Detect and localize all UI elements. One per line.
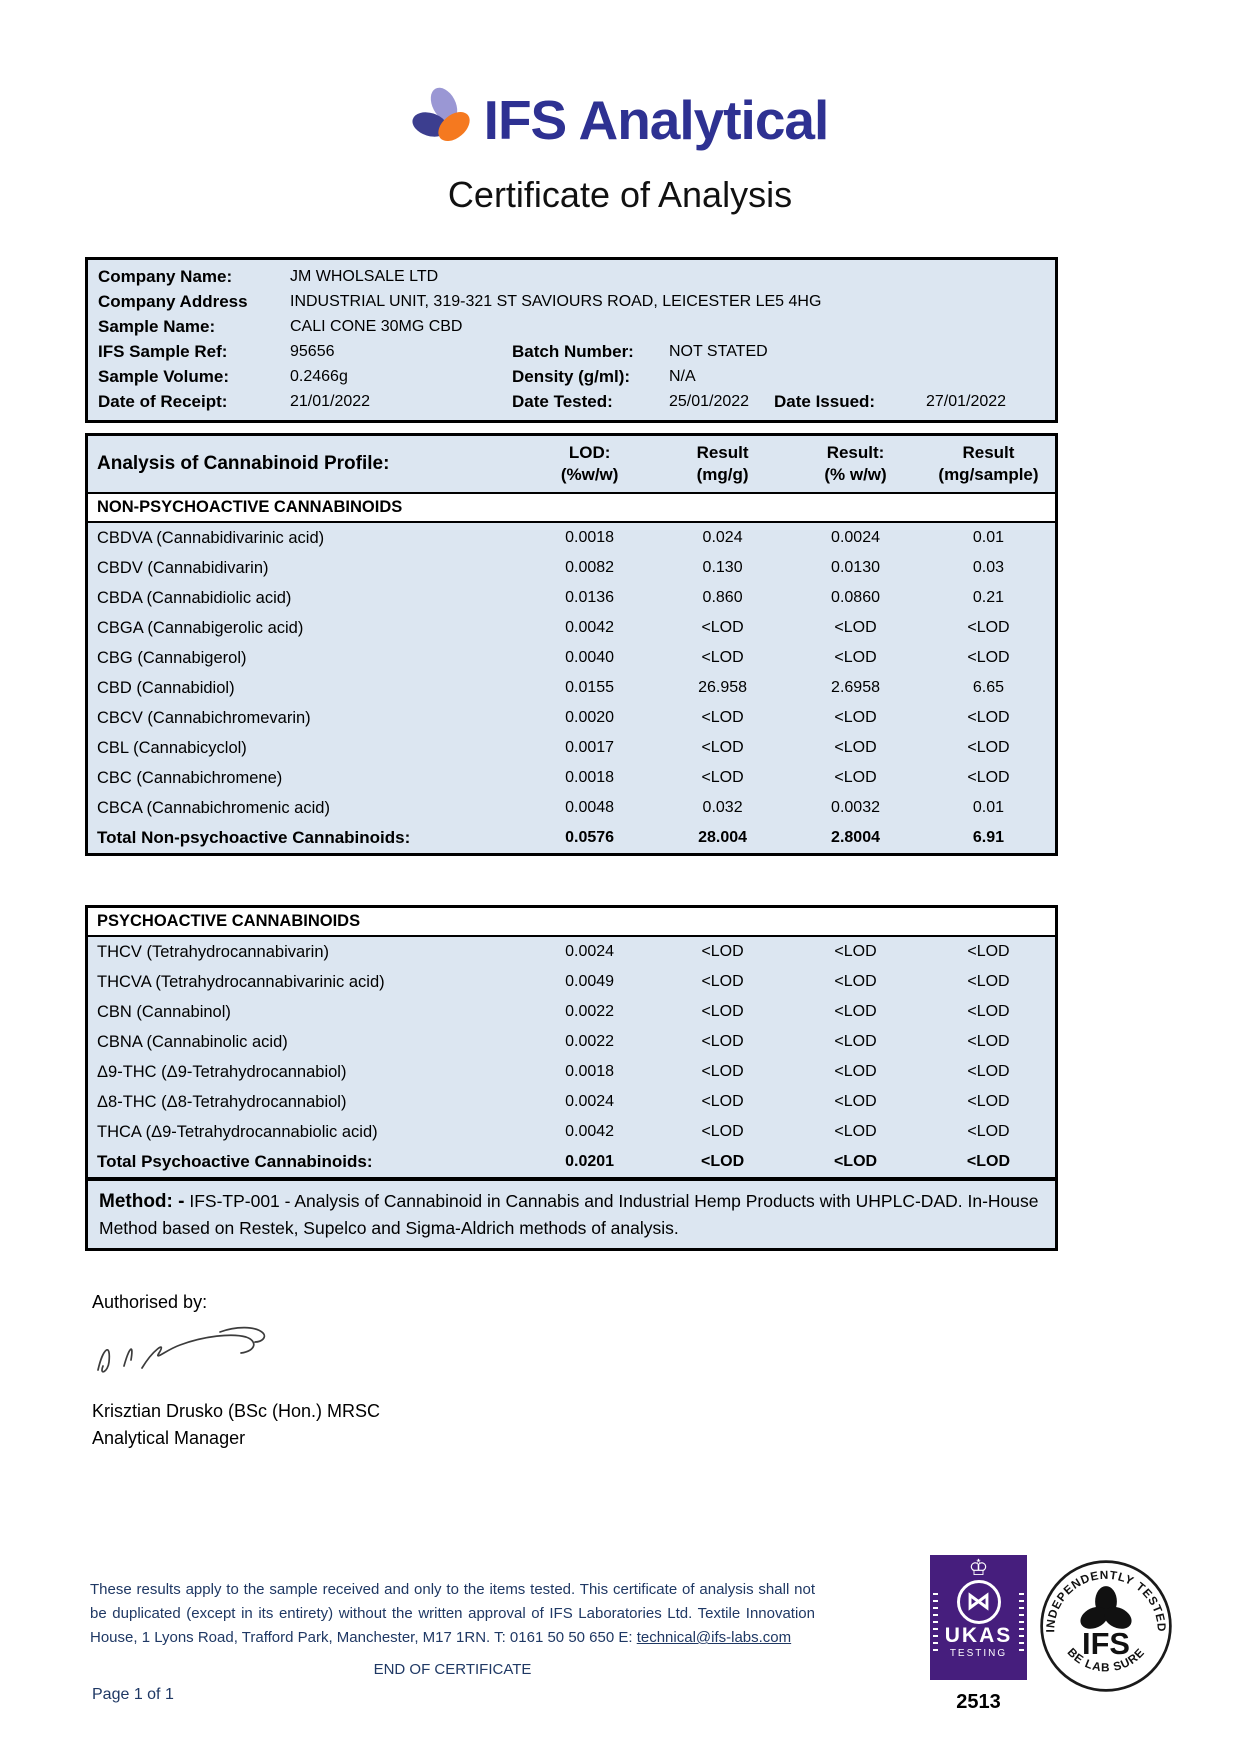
disclaimer-text [90,1578,815,1650]
analyte-name: CBG (Cannabigerol) [97,649,247,667]
col-header-mgsample-line2: (mg/sample) [938,465,1039,484]
analyte-name: CBN (Cannabinol) [97,1003,231,1021]
total-pct-value: 2.8004 [831,829,880,846]
result-mgg-value: <LOD [701,709,744,726]
result-mgsample-value: <LOD [967,1123,1010,1140]
result-mgg-value: <LOD [701,619,744,636]
info-row-sample-volume [88,364,1055,389]
technical-email-link[interactable]: technical@ifs-labs.com [636,1629,792,1646]
table-row [88,583,1055,613]
result-mgsample-value: 0.03 [972,559,1005,576]
psychoactive-table [85,905,1058,1180]
page-number: Page 1 of 1 [92,1686,174,1703]
authorised-by-label: Authorised by: [92,1292,208,1312]
total-mgsample-value: <LOD [966,1153,1011,1170]
section-header-psychoactive: PSYCHOACTIVE CANNABINOIDS [88,908,1055,937]
sample-volume-label: Sample Volume: [98,367,229,386]
total-row-non-psychoactive [88,823,1055,853]
batch-number-value: NOT STATED [669,343,768,360]
result-mgg-value: <LOD [701,973,744,990]
batch-number-label: Batch Number: [512,342,634,361]
table-row [88,733,1055,763]
lod-value: 0.0022 [565,1003,615,1020]
info-row-company-address [88,289,1055,314]
info-row-dates [88,389,1055,414]
lod-value: 0.0018 [565,1063,615,1080]
total-mgsample-value: 6.91 [972,829,1005,846]
result-pct-value: <LOD [834,769,877,786]
date-tested-value: 25/01/2022 [669,393,750,410]
result-mgg-value: 0.032 [702,799,743,816]
result-mgsample-value: <LOD [967,619,1010,636]
lod-value: 0.0022 [565,1033,615,1050]
total-lod-value: 0.0201 [565,1153,615,1170]
result-mgg-value: <LOD [701,649,744,666]
sample-info-table [85,257,1058,423]
col-header-result-mgsample [922,442,1055,486]
table-row [88,1027,1055,1057]
col-header-pct-line1: Result: [826,443,885,462]
result-pct-value: <LOD [834,1033,877,1050]
total-label: Total Psychoactive Cannabinoids: [97,1152,373,1171]
result-mgsample-value: <LOD [967,973,1010,990]
table-row [88,703,1055,733]
result-mgsample-value: <LOD [967,1093,1010,1110]
ifs-badge-icon [1038,1558,1174,1694]
total-mgg-value: 28.004 [698,829,748,846]
result-mgsample-value: <LOD [967,769,1010,786]
authoriser-name: Krisztian Drusko (BSc (Hon.) MRSC [92,1401,381,1421]
col-header-pct-line2: (% w/w) [824,465,887,484]
total-lod-value: 0.0576 [565,829,615,846]
result-mgsample-value: 0.21 [972,589,1005,606]
non-psychoactive-table [85,433,1058,856]
col-header-result-pct [789,442,922,486]
result-mgg-value: 0.860 [702,589,743,606]
info-row-sample-name [88,314,1055,339]
result-pct-value: 0.0032 [831,799,880,816]
table-row [88,1117,1055,1147]
ukas-logo [930,1555,1027,1714]
info-row-company-name [88,264,1055,289]
table-row [88,937,1055,967]
end-of-certificate-label: END OF CERTIFICATE [373,1661,532,1678]
result-mgsample-value: 0.01 [972,799,1005,816]
result-pct-value: <LOD [834,1093,877,1110]
lod-value: 0.0155 [565,679,615,696]
brand-header [0,0,1240,152]
page-title: Certificate of Analysis [447,174,793,215]
result-mgg-value: 0.130 [702,559,743,576]
table-row [88,997,1055,1027]
date-receipt-value: 21/01/2022 [290,393,371,410]
analyte-name: THCVA (Tetrahydrocannabivarinic acid) [97,973,385,991]
authoriser-block [92,1398,380,1452]
sample-ref-label: IFS Sample Ref: [98,342,228,361]
analyte-name: CBNA (Cannabinolic acid) [97,1033,288,1051]
table-row [88,523,1055,553]
table-row [88,1087,1055,1117]
ukas-mark-icon: ⋈ [957,1580,1001,1624]
total-mgg-value: <LOD [701,1153,745,1170]
density-label: Density (g/ml): [512,367,631,386]
method-text: IFS-TP-001 - Analysis of Cannabinoid in Cannabis and Industrial Hemp Products with UHPLC-DAD. In-House Method based on Restek, Supelco and Sigma-Aldrich methods of analysis. [99,1191,1039,1238]
density-value: N/A [669,368,696,385]
analyte-name: CBL (Cannabicyclol) [97,739,247,757]
result-mgg-value: 26.958 [698,679,748,696]
col-header-lod [523,442,656,486]
result-mgsample-value: <LOD [967,739,1010,756]
result-pct-value: 0.0860 [831,589,880,606]
lod-value: 0.0024 [565,1093,615,1110]
table-row [88,643,1055,673]
analyte-name: CBCV (Cannabichromevarin) [97,709,311,727]
lod-value: 0.0042 [565,619,615,636]
result-pct-value: <LOD [834,1063,877,1080]
company-name-label: Company Name: [98,267,233,286]
analyte-name: CBD (Cannabidiol) [97,679,235,697]
result-mgsample-value: <LOD [967,1033,1010,1050]
lod-value: 0.0049 [565,973,615,990]
lod-value: 0.0042 [565,1123,615,1140]
lod-value: 0.0136 [565,589,615,606]
total-row-psychoactive [88,1147,1055,1177]
brand-name: IFS Analytical [483,89,829,151]
authoriser-role: Analytical Manager [92,1428,246,1448]
result-mgsample-value: <LOD [967,943,1010,960]
date-issued-value: 27/01/2022 [926,393,1007,410]
table-row [88,613,1055,643]
company-address-label: Company Address [98,292,248,311]
sample-ref-value: 95656 [290,343,335,360]
crown-icon: ♔ [968,1555,989,1580]
col-header-lod-line2: (%w/w) [560,465,619,484]
result-pct-value: <LOD [834,1003,877,1020]
result-mgg-value: 0.024 [702,529,743,546]
table-title: Analysis of Cannabinoid Profile: [97,453,390,474]
result-mgg-value: <LOD [701,1033,744,1050]
result-mgg-value: <LOD [701,1063,744,1080]
result-pct-value: 0.0024 [831,529,880,546]
ukas-box [930,1555,1027,1680]
result-pct-value: <LOD [834,709,877,726]
table-header-row [88,436,1055,494]
analyte-name: THCV (Tetrahydrocannabivarin) [97,943,330,961]
lod-value: 0.0048 [565,799,615,816]
analyte-name: Δ9-THC (Δ9-Tetrahydrocannabiol) [97,1063,347,1081]
result-mgg-value: <LOD [701,943,744,960]
col-header-mgsample-line1: Result [962,443,1015,462]
result-mgg-value: <LOD [701,1003,744,1020]
col-header-mgg-line1: Result [696,443,749,462]
analyte-name: CBCA (Cannabichromenic acid) [97,799,330,817]
method-label: Method: - [99,1191,185,1212]
result-mgsample-value: 6.65 [972,679,1005,696]
result-mgg-value: <LOD [701,769,744,786]
table-row [88,1057,1055,1087]
analyte-name: CBC (Cannabichromene) [97,769,283,787]
total-label: Total Non-psychoactive Cannabinoids: [97,828,411,847]
result-pct-value: <LOD [834,619,877,636]
analyte-name: CBDV (Cannabidivarin) [97,559,269,577]
result-pct-value: <LOD [834,943,877,960]
result-pct-value: <LOD [834,739,877,756]
ifs-independently-tested-badge [1038,1558,1174,1699]
analyte-name: THCA (Δ9-Tetrahydrocannabiolic acid) [97,1123,378,1141]
signature [90,1320,290,1391]
company-address-value: INDUSTRIAL UNIT, 319-321 ST SAVIOURS ROAD, LEICESTER LE5 4HG [290,293,822,310]
result-mgg-value: <LOD [701,1093,744,1110]
ukas-testing-label: TESTING [949,1648,1008,1659]
date-issued-label: Date Issued: [774,392,876,411]
table-row [88,553,1055,583]
result-mgg-value: <LOD [701,1123,744,1140]
result-pct-value: 0.0130 [831,559,880,576]
badge-center-text: IFS [1082,1626,1130,1662]
date-tested-label: Date Tested: [512,392,613,411]
table-row [88,967,1055,997]
col-header-mgg-line2: (mg/g) [696,465,749,484]
method-box [85,1178,1058,1251]
ukas-accreditation-number: 2513 [956,1691,1001,1713]
lod-value: 0.0082 [565,559,615,576]
ukas-name: UKAS [944,1624,1013,1647]
lod-value: 0.0018 [565,529,615,546]
result-pct-value: 2.6958 [831,679,880,696]
company-name-value: JM WHOLSALE LTD [290,268,439,285]
info-row-sample-ref [88,339,1055,364]
total-pct-value: <LOD [833,1153,878,1170]
result-mgsample-value: <LOD [967,1003,1010,1020]
lod-value: 0.0018 [565,769,615,786]
sample-name-label: Sample Name: [98,317,216,336]
result-mgsample-value: 0.01 [972,529,1005,546]
analyte-name: CBDA (Cannabidiolic acid) [97,589,292,607]
result-pct-value: <LOD [834,649,877,666]
lod-value: 0.0040 [565,649,615,666]
sample-volume-value: 0.2466g [290,368,348,385]
result-pct-value: <LOD [834,1123,877,1140]
table-row [88,793,1055,823]
sample-name-value: CALI CONE 30MG CBD [290,318,463,335]
analyte-name: CBDVA (Cannabidivarinic acid) [97,529,325,547]
analyte-name: CBGA (Cannabigerolic acid) [97,619,304,637]
col-header-lod-line1: LOD: [568,443,611,462]
lod-value: 0.0020 [565,709,615,726]
table-row [88,763,1055,793]
result-mgsample-value: <LOD [967,649,1010,666]
ifs-trefoil-logo-icon [412,91,470,149]
date-receipt-label: Date of Receipt: [98,392,228,411]
badge-arc-bottom-text: BE LAB SURE [1064,1645,1148,1675]
disclaimer-body: These results apply to the sample received and only to the items tested. This certificate of analysis shall not be duplicated (except in its entirety) without the written approval of IFS Laboratories Ltd. Textile Innovation House, 1 Lyons Road, Trafford Park, Manchester, M17 1RN. T: 0161 50 50 650 E: [90,1581,815,1646]
analyte-name: Δ8-THC (Δ8-Tetrahydrocannabiol) [97,1093,347,1111]
result-mgsample-value: <LOD [967,709,1010,726]
result-mgsample-value: <LOD [967,1063,1010,1080]
lod-value: 0.0017 [565,739,615,756]
col-header-result-mgg [656,442,789,486]
badge-arc-top-text: INDEPENDENTLY TESTED [1044,1568,1168,1633]
section-header-non-psychoactive: NON-PSYCHOACTIVE CANNABINOIDS [88,494,1055,523]
result-pct-value: <LOD [834,973,877,990]
result-mgg-value: <LOD [701,739,744,756]
table-row [88,673,1055,703]
lod-value: 0.0024 [565,943,615,960]
signature-scribble-icon [90,1320,290,1386]
